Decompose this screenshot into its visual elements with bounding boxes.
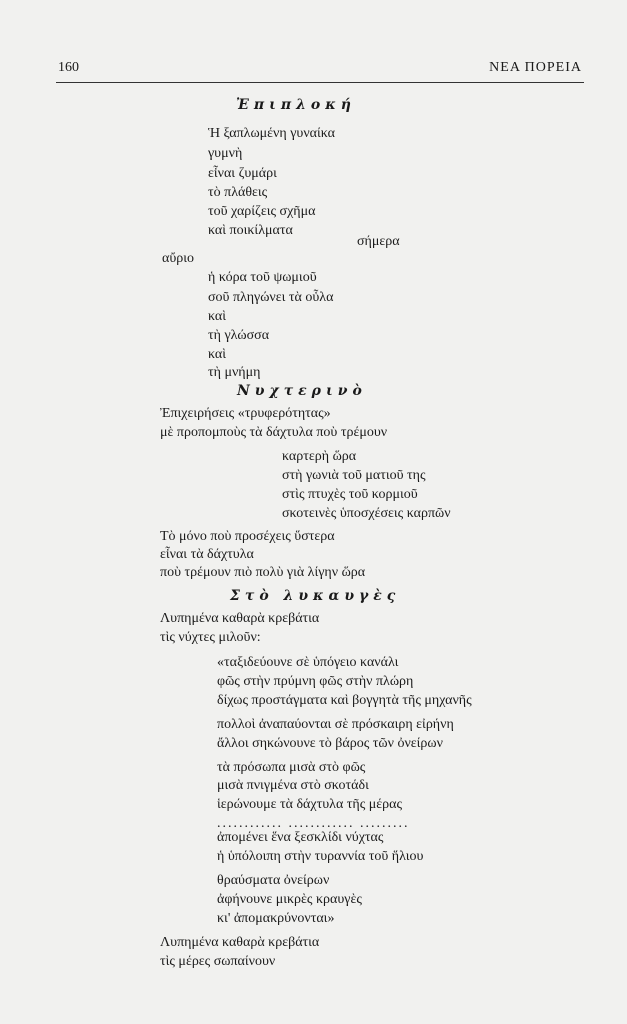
poem-title: Στὸ λυκαυγὲς bbox=[230, 588, 401, 604]
poem-line: σοῦ πληγώνει τὰ οὖλα bbox=[208, 290, 334, 305]
ellipsis-separator: ............ ............ ......... bbox=[217, 816, 410, 831]
poem-title: Νυχτερινὸ bbox=[237, 383, 367, 399]
poem-line: ἀφήνουνε μικρὲς κραυγὲς bbox=[217, 892, 362, 907]
poem-line: αὔριο bbox=[162, 251, 195, 266]
journal-title: ΝΕΑ ΠΟΡΕΙΑ bbox=[489, 60, 582, 75]
poem-line: Λυπημένα καθαρὰ κρεβάτια bbox=[160, 611, 320, 626]
page-number: 160 bbox=[58, 60, 79, 75]
poem-line: φῶς στὴν πρύμνη φῶς στὴν πλώρη bbox=[217, 674, 414, 689]
poem-line: Ἐπιχειρήσεις «τρυφερότητας» bbox=[160, 406, 331, 421]
poem-line: καρτερὴ ὥρα bbox=[282, 449, 357, 464]
poem-line: ἀπομένει ἕνα ξεσκλίδι νύχτας bbox=[217, 830, 384, 845]
poem-line: τὴ μνήμη bbox=[208, 365, 261, 380]
poem-line: τὶς νύχτες μιλοῦν: bbox=[160, 630, 261, 645]
poem-line: «ταξιδεύουνε σὲ ὑπόγειο κανάλι bbox=[217, 655, 399, 670]
header-rule bbox=[56, 82, 584, 83]
poem-line: ἡ ὑπόλοιπη στὴν τυραννία τοῦ ἥλιου bbox=[217, 849, 424, 864]
poem-line: σκοτεινὲς ὑποσχέσεις καρπῶν bbox=[282, 506, 451, 521]
poem-line: γυμνὴ bbox=[208, 146, 243, 161]
poem-line: καὶ ποικίλματα bbox=[208, 223, 293, 238]
poem-line: μὲ προπομποὺς τὰ δάχτυλα ποὺ τρέμουν bbox=[160, 425, 388, 440]
poem-line: Τὸ μόνο ποὺ προσέχεις ὕστερα bbox=[160, 529, 335, 544]
poem-line: ἄλλοι σηκώνουνε τὸ βάρος τῶν ὀνείρων bbox=[217, 736, 443, 751]
poem-line: ἱερώνουμε τὰ δάχτυλα τῆς μέρας bbox=[217, 797, 403, 812]
poem-line: τὰ πρόσωπα μισὰ στὸ φῶς bbox=[217, 760, 366, 775]
poem-line: τοῦ χαρίζεις σχῆμα bbox=[208, 204, 316, 219]
poem-line: στὴ γωνιὰ τοῦ ματιοῦ της bbox=[282, 468, 426, 483]
poem-line: τὶς μέρες σωπαίνουν bbox=[160, 954, 276, 969]
poem-line: θραύσματα ὀνείρων bbox=[217, 873, 330, 888]
poem-line: δίχως προστάγματα καὶ βογγητὰ τῆς μηχανῆς bbox=[217, 693, 472, 708]
poem-line: στὶς πτυχὲς τοῦ κορμιοῦ bbox=[282, 487, 418, 502]
poem-line: ποὺ τρέμουν πιὸ πολὺ γιὰ λίγην ὥρα bbox=[160, 565, 366, 580]
poem-title: Ἐπιπλοκή bbox=[236, 97, 356, 113]
poem-line: καὶ bbox=[208, 347, 227, 362]
poem-line: εἶναι ζυμάρι bbox=[208, 166, 277, 181]
poem-line: Ἡ ξαπλωμένη γυναίκα bbox=[208, 126, 336, 141]
poem-line: κι' ἀπομακρύνονται» bbox=[217, 911, 335, 926]
poem-line: τὴ γλώσσα bbox=[208, 328, 270, 343]
poem-line: πολλοὶ ἀναπαύονται σὲ πρόσκαιρη εἰρήνη bbox=[217, 717, 454, 732]
poem-line: μισὰ πνιγμένα στὸ σκοτάδι bbox=[217, 778, 369, 793]
poem-line: καὶ bbox=[208, 309, 227, 324]
poem-line: Λυπημένα καθαρὰ κρεβάτια bbox=[160, 935, 320, 950]
poem-line: ἡ κόρα τοῦ ψωμιοῦ bbox=[208, 270, 317, 285]
poem-line: τὸ πλάθεις bbox=[208, 185, 268, 200]
poem-line: σήμερα bbox=[357, 234, 400, 249]
poem-line: εἶναι τὰ δάχτυλα bbox=[160, 547, 254, 562]
